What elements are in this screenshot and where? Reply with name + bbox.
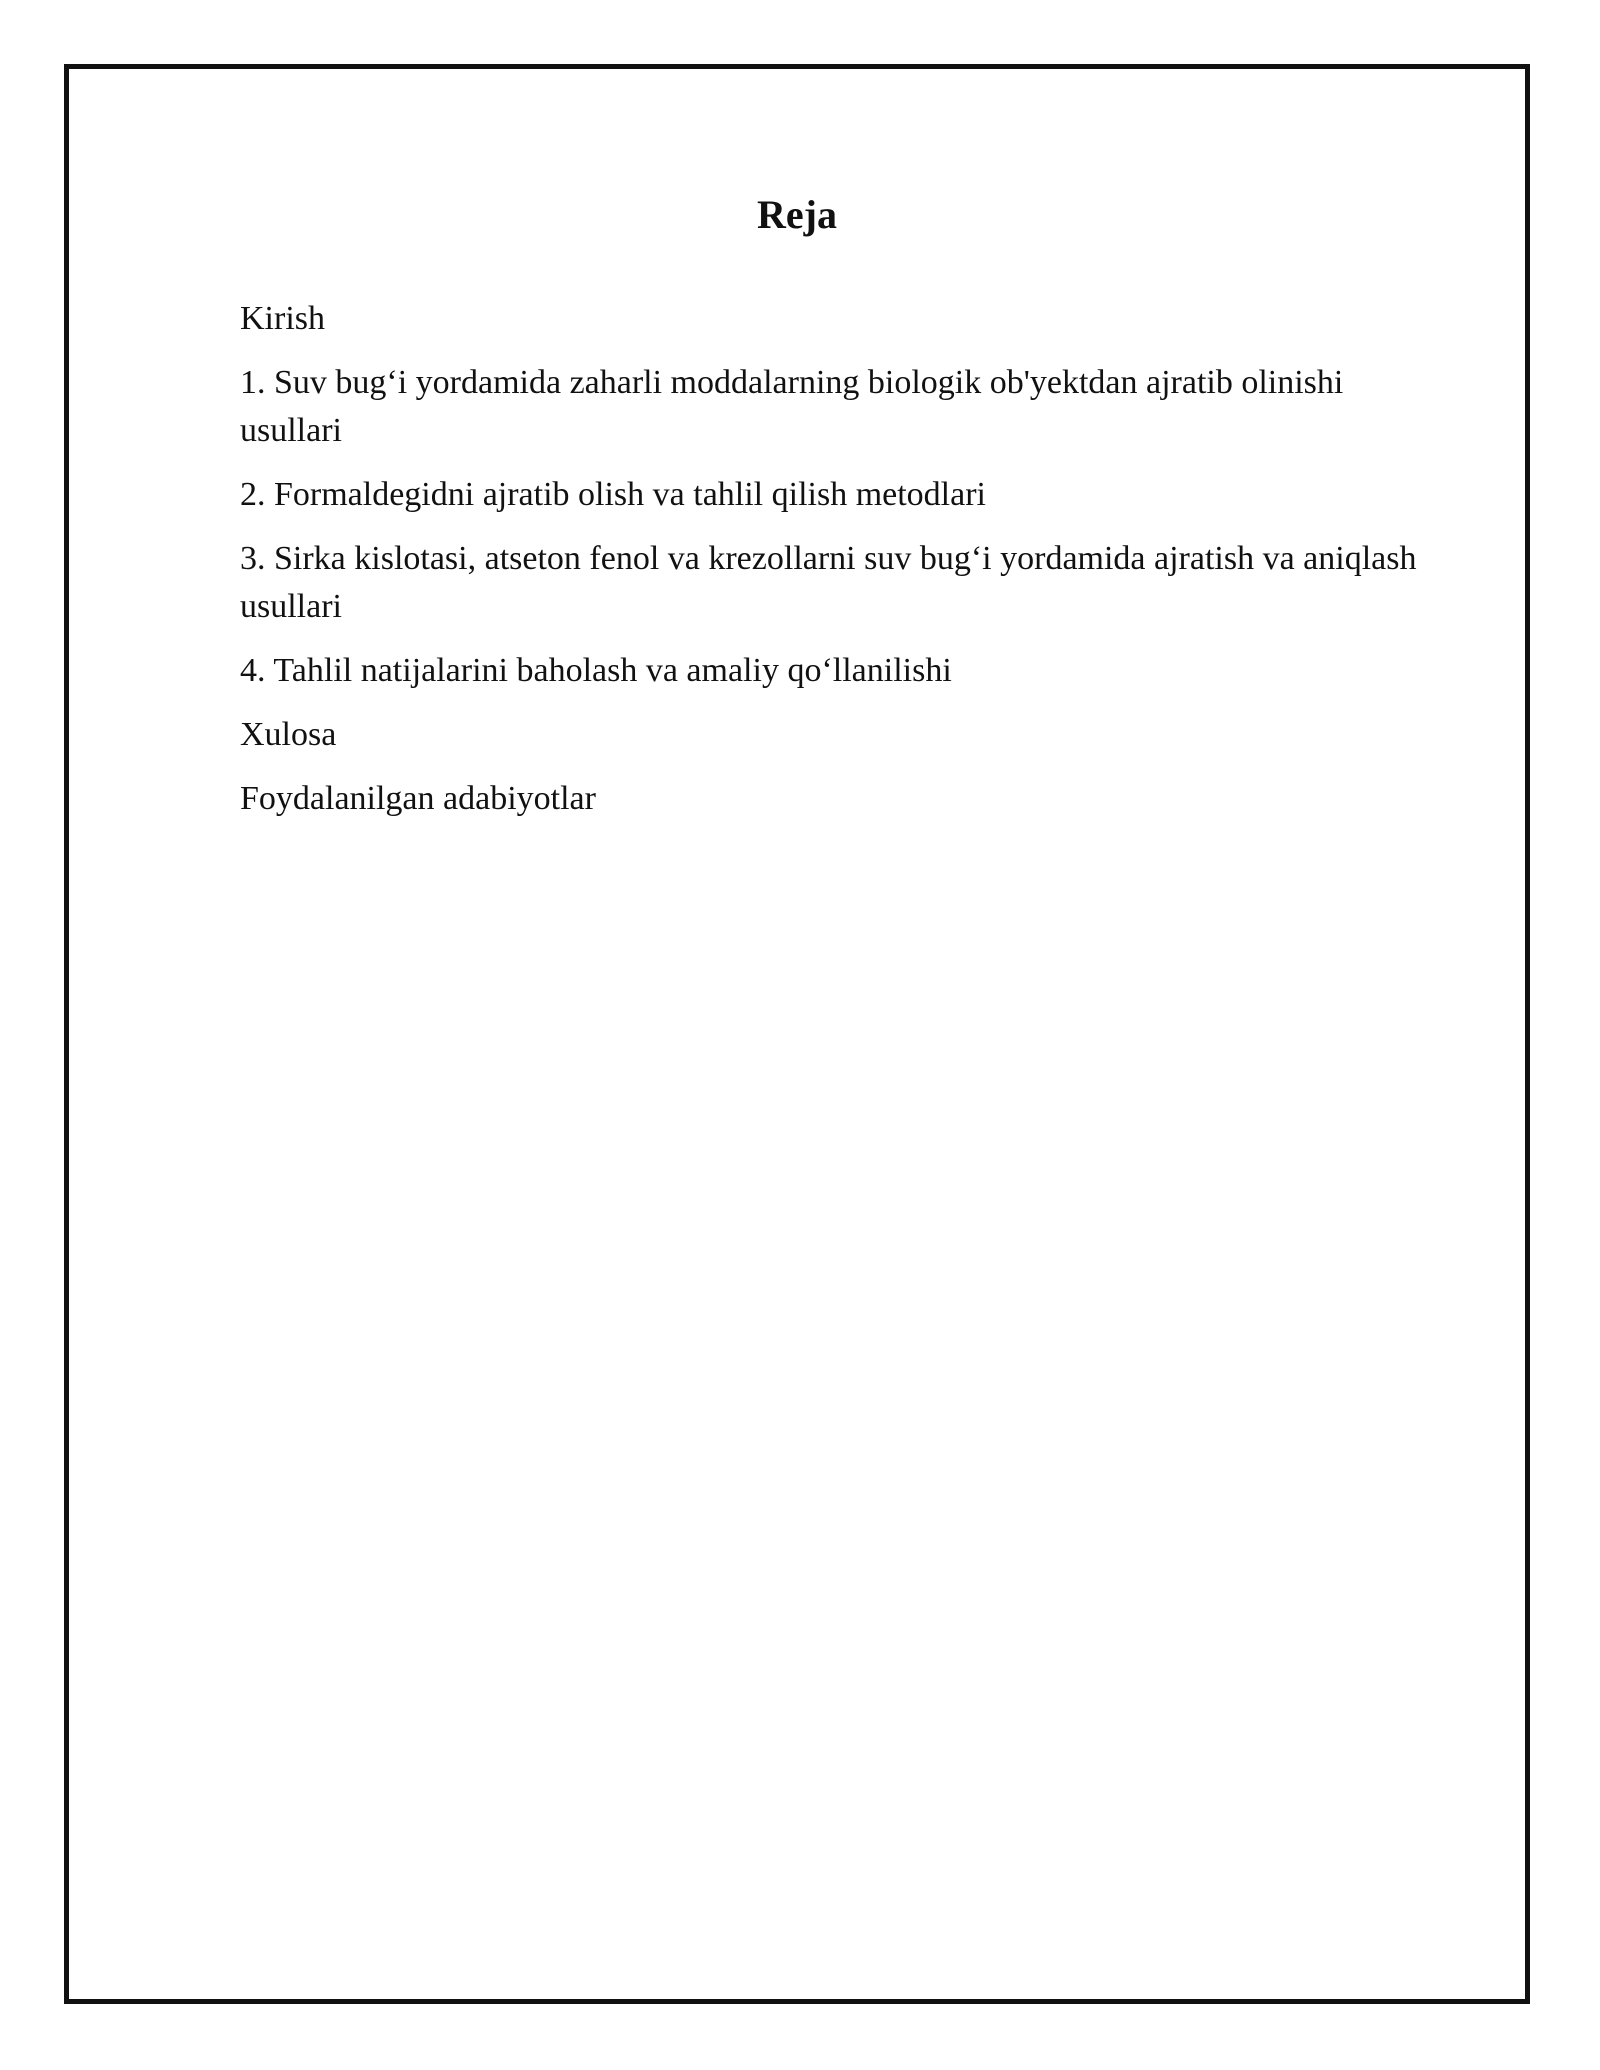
plan-item-4: 4. Tahlil natijalarini baholash va amaliy qo‘llanilishi [240,652,952,689]
page-frame [64,64,1530,2004]
plan-item-conclusion: Xulosa [240,716,337,753]
plan-item-1: 1. Suv bug‘i yordamida zaharli moddalarning biologik ob'yektdan ajratib olinishi usullari [240,364,1344,449]
page-title: Reja [757,192,837,237]
plan-item-2: 2. Formaldegidni ajratib olish va tahlil qilish metodlari [240,476,986,513]
plan-item-introduction: Kirish [240,300,325,337]
plan-list [240,295,1420,839]
plan-item-references: Foydalanilgan adabiyotlar [240,780,596,817]
plan-item-3: 3. Sirka kislotasi, atseton fenol va krezollarni suv bug‘i yordamida ajratish va aniqlash usullari [240,540,1417,625]
